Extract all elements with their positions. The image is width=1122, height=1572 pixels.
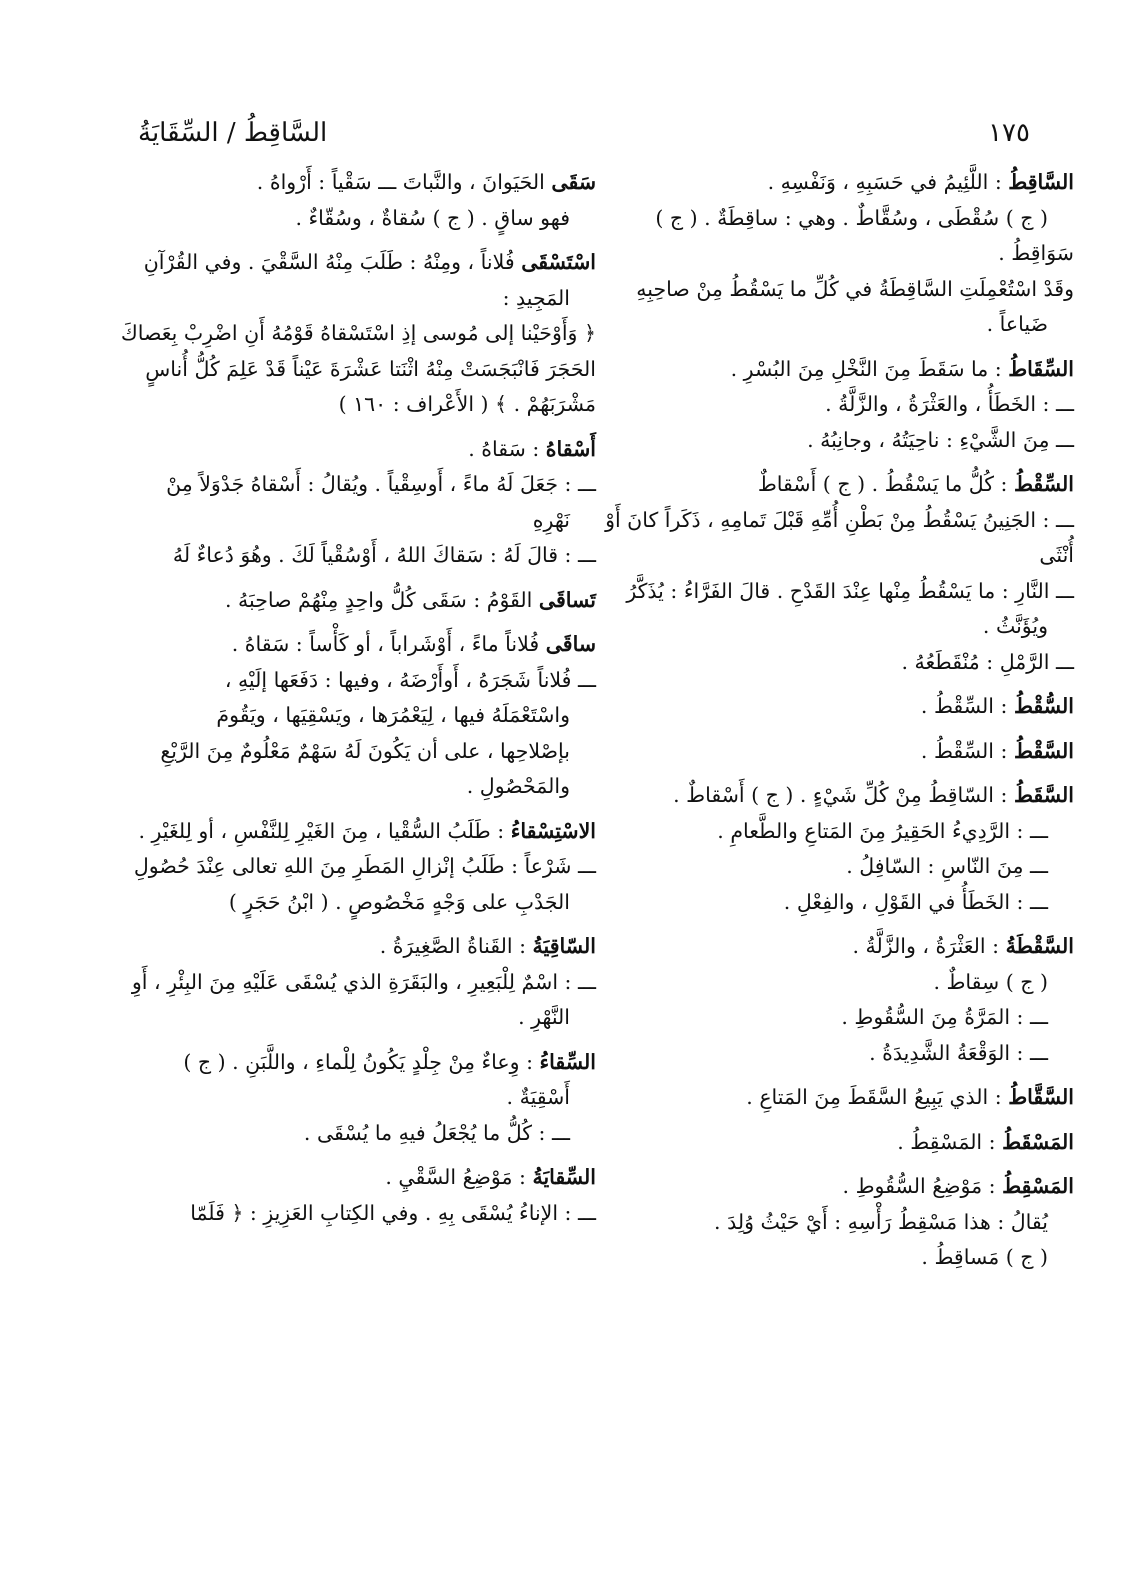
entry-text: : وِعاءٌ مِنْ جِلْدٍ يَكُونُ لِلْماءِ ، واللَّبَنِ . ( ج ) [183, 1049, 540, 1074]
entry-text: القَوْمُ : سَقَى كُلُّ واحِدٍ مِنْهُمْ صاحِبَهُ . [225, 587, 539, 612]
entry-headword: السَّقْطُ [1013, 738, 1074, 763]
entry-text: الحَجَرَ فَانْبَجَسَتْ مِنْهُ اثْنَتا عَشْرَةَ عَيْناً قَدْ عَلِمَ كُلُّ أُناسٍ [145, 356, 596, 381]
entry-definition-line [612, 1169, 1074, 1205]
entry-text: أُنْثَى [1039, 543, 1074, 567]
entry-text: : كُلُّ ما يَسْقُطُ . ( ج ) أَسْقاطٌ [757, 472, 1014, 496]
dictionary-entry [130, 1160, 596, 1231]
entry-text: : طَلَبُ السُّقْيا ، مِنَ الغَيْرِ لِلنَّفْسِ ، أو لِلغَيْرِ . [138, 818, 511, 843]
entry-headword: السَّقَطُ [1013, 783, 1074, 807]
entry-subline [130, 734, 596, 770]
entry-subline [612, 307, 1074, 343]
entry-subline [130, 1116, 596, 1152]
entry-subline [130, 769, 596, 805]
entry-text: ـــ : الإناءُ يُسْقَى بِهِ . وفي الكِتابِ العَزِيزِ : ﴿ فَلَمّا [190, 1200, 596, 1225]
page-number: ١٧٥ [988, 118, 1030, 148]
entry-text: فُلاناً ، ومِنْهُ : طَلَبَ مِنْهُ السَّقْيَ . وفي القُرْآنِ [143, 250, 522, 274]
entry-subline [605, 503, 1074, 539]
entry-text: ـــ فُلاناً شَجَرَهُ ، أَوأَرْضَهُ ، وفيها : دَفَعَها إلَيْهِ ، [224, 667, 596, 692]
dictionary-entry [130, 1045, 596, 1152]
entry-subline [130, 538, 596, 574]
dictionary-entry [612, 165, 1074, 343]
entry-text: الحَيَوانَ ، والنَّباتَ ـــ سَقْياً : أَرْواهُ . [256, 170, 552, 194]
entry-subline [612, 849, 1074, 885]
entry-text: ـــ : الوَقْعَةُ الشَّدِيدَةُ . [869, 1040, 1048, 1065]
entry-subline [130, 849, 596, 885]
left-column [120, 165, 596, 1240]
entry-headword: اسْتَسْقَى [521, 250, 596, 274]
dictionary-entry [612, 734, 1074, 770]
entry-text: : مَوْضِعُ السُّقُوطِ . [842, 1174, 1003, 1198]
entry-subline [130, 1000, 596, 1036]
running-head: السَّاقِطُ / السِّقَايَةُ [138, 118, 328, 148]
entry-headword: أَسْقاهُ [545, 436, 596, 461]
entry-text: ـــ : الرَّدِيءُ الحَقِيرُ مِنَ المَتاعِ والطَّعامِ . [717, 818, 1048, 843]
dictionary-entry [130, 627, 596, 805]
entry-headword: السِّقْطُ [1013, 472, 1074, 496]
entry-text: ( ج ) سُقْطَى ، وسُقَّاطٌ . وهي : ساقِطَةٌ . ( ج ) [655, 205, 1048, 230]
entry-text: ﴿ وَأَوْحَيْنا إلى مُوسى إذِ اسْتَسْقاهُ قَوْمُهُ أَنِ اضْرِبْ بِعَصاكَ [120, 321, 596, 345]
entry-subline [130, 467, 596, 503]
entry-subline [130, 1080, 596, 1116]
entry-text: : السِّقْطُ . [920, 738, 1014, 763]
entry-text: ضَياعاً . [986, 312, 1048, 336]
dictionary-entry [612, 1080, 1074, 1116]
entry-text: ـــ : جَعَلَ لَهُ ماءً ، أَوسِقْياً . ويُقالُ : أَسْقاهُ جَدْوَلاً مِنْ [166, 472, 596, 496]
entry-text: ـــ مِنَ النّاسِ : السّافِلُ . [846, 854, 1048, 878]
entry-subline [612, 387, 1074, 423]
entry-text: : سَقاهُ . [468, 436, 546, 461]
entry-subline [612, 609, 1074, 645]
dictionary-entry [130, 432, 596, 574]
entry-definition-line [612, 1125, 1074, 1161]
entry-text: : العَثْرَةُ ، والزَّلَّةُ . [852, 934, 1006, 958]
entry-subline [612, 1000, 1074, 1036]
entry-headword: المَسْقَطُ [1002, 1129, 1074, 1154]
dictionary-entry [130, 583, 596, 619]
entry-definition-line [612, 1080, 1074, 1116]
entry-definition-line [612, 929, 1074, 965]
entry-definition-line [130, 245, 596, 281]
entry-headword: السَّقْطَةُ [1005, 934, 1074, 958]
entry-headword: السِّقايَةُ [532, 1165, 596, 1189]
entry-definition-line [612, 734, 1074, 770]
entry-subline [130, 352, 596, 388]
page-header [130, 118, 1030, 158]
entry-text: بإصْلاحِها ، على أن يَكُونَ لَهُ سَهْمٌ مَعْلُومٌ مِنَ الرَّيْعِ [160, 738, 570, 763]
dictionary-entry [612, 689, 1074, 725]
entry-definition-line [130, 1045, 596, 1081]
dictionary-entry [130, 929, 596, 1036]
entry-text: ويُؤَنَّثُ . [982, 614, 1048, 638]
entry-text: ـــ : المَرَّةُ مِنَ السُّقُوطِ . [841, 1005, 1048, 1029]
entry-text: : السّاقِطُ مِنْ كُلِّ شَيْءٍ . ( ج ) أَسْقاطٌ . [673, 783, 1014, 807]
entry-subline [612, 1240, 1074, 1276]
dictionary-entry [612, 929, 1074, 1071]
entry-headword: السُّقْطُ [1013, 694, 1074, 718]
entry-headword: السِّقاءُ [539, 1049, 596, 1074]
entry-subline [612, 538, 1074, 574]
entry-text: وقَدْ اسْتُعْمِلَتِ السَّاقِطَةُ في كُلِّ ما يَسْقُطُ مِنْ صاحِبِهِ [636, 276, 1074, 301]
entry-subline [130, 201, 596, 237]
entry-subline [612, 1036, 1074, 1072]
entry-subline [612, 201, 1074, 237]
entry-subline [612, 272, 1074, 308]
entry-text: النَّهْرِ . [518, 1005, 570, 1029]
entry-definition-line [130, 432, 596, 468]
entry-headword: تَساقَى [538, 587, 596, 612]
dictionary-entry [612, 778, 1074, 920]
entry-text: نَهْرِهِ [532, 507, 570, 532]
entry-subline [130, 698, 596, 734]
entry-text: : الذي يَبِيعُ السَّقَطَ مِنَ المَتاعِ . [746, 1085, 1009, 1109]
entry-subline [612, 1205, 1074, 1241]
entry-subline [612, 645, 1074, 681]
entry-text: : القَناةُ الصَّغِيرَةُ . [379, 934, 533, 958]
entry-headword: السَّقَّاطُ [1008, 1085, 1074, 1109]
dictionary-entry [612, 1125, 1074, 1161]
dictionary-entry [612, 352, 1074, 459]
entry-definition-line [130, 929, 596, 965]
entry-headword: السَّاقِطُ [1008, 170, 1074, 194]
entry-text: ـــ النَّارِ : ما يَسْقُطُ مِنْها عِنْدَ القَدْحِ . قالَ الفَرَّاءُ : يُذَكَّرُ [626, 578, 1074, 603]
dictionary-entry [130, 814, 596, 921]
dictionary-entry [130, 165, 596, 236]
entry-definition-line [612, 467, 1074, 503]
entry-text: مَشْرَبَهُمْ . ﴾ ( الأَعْراف : ١٦٠ ) [338, 392, 596, 416]
entry-headword: ساقَى [545, 632, 596, 656]
entry-definition-line [612, 689, 1074, 725]
entry-definition-line [612, 778, 1074, 814]
entry-text: ـــ : كُلُّ ما يُجْعَلُ فيهِ ما يُسْقَى . [303, 1120, 570, 1145]
entry-text: ـــ : اسْمٌ لِلْبَعِيرِ ، والبَقَرَةِ الذي يُسْقَى عَلَيْهِ مِنَ البِئْرِ ، أَوِ [131, 969, 596, 994]
entry-subline [612, 885, 1074, 921]
entry-subline [130, 965, 596, 1001]
entry-subline [612, 814, 1074, 850]
entry-text: ـــ : الخَطَأُ في القَوْلِ ، والفِعْلِ . [783, 889, 1048, 914]
entry-text: : اللَّئِيمُ في حَسَبِهِ ، وَنَفْسِهِ . [767, 170, 1009, 194]
entry-text: : السِّقْطُ . [920, 694, 1014, 718]
entry-headword: السّاقِيَةُ [532, 934, 596, 958]
dictionary-entry [612, 1169, 1074, 1276]
entry-text: ـــ : قالَ لَهُ : سَقاكَ اللهُ ، أَوْسُقْياً لَكَ . وهُوَ دُعاءٌ لَهُ [172, 543, 596, 567]
entry-text: فهو ساقٍ . ( ج ) سُقاةٌ ، وسُقّاءٌ . [295, 205, 570, 230]
entry-text: : مَوْضِعُ السَّقْيِ . [385, 1165, 533, 1189]
entry-text: ( ج ) سِقاطٌ . [933, 969, 1048, 994]
entry-headword: سَقَى [551, 170, 596, 194]
entry-subline [120, 316, 596, 352]
entry-subline [130, 503, 596, 539]
entry-text: : المَسْقِطُ . [897, 1129, 1003, 1154]
dictionary-entry [120, 245, 596, 423]
entry-subline [612, 423, 1074, 459]
entry-headword: الاسْتِسْقاءُ [510, 818, 596, 843]
entry-definition-line [130, 165, 596, 201]
right-column [605, 165, 1074, 1285]
entry-text: الجَدْبِ على وَجْهٍ مَخْصُوصٍ . ( ابْنُ حَجَرٍ ) [228, 889, 570, 914]
entry-subline [130, 663, 596, 699]
entry-subline [612, 965, 1074, 1001]
entry-text: : ما سَقَطَ مِنَ النَّخْلِ مِنَ البُسْرِ . [730, 356, 1009, 381]
entry-text: يُقالُ : هذا مَسْقِطُ رَأْسِهِ : أَيْ حَيْثُ وُلِدَ . [714, 1209, 1048, 1234]
entry-text: ـــ : الجَنِينُ يَسْقُطُ مِنْ بَطْنِ أُمِّهِ قَبْلَ تَمامِهِ ، ذَكَراً كانَ أَوْ [605, 507, 1074, 532]
entry-text: ـــ مِنَ الشَّيْءِ : ناحِيَتُهُ ، وجانِبُهُ . [807, 427, 1074, 452]
entry-subline [130, 885, 596, 921]
entry-text: ( ج ) مَساقِطُ . [921, 1245, 1048, 1269]
entry-text: والمَحْصُولِ . [466, 774, 570, 798]
entry-headword: المَسْقِطُ [1002, 1174, 1074, 1198]
entry-text: ـــ الرَّمْلِ : مُنْقَطَعُهُ . [901, 649, 1074, 674]
entry-text: أَسْقِيَةٌ . [506, 1085, 570, 1109]
entry-subline [130, 1196, 596, 1232]
entry-definition-line [130, 583, 596, 619]
entry-subline [130, 387, 596, 423]
entry-definition-line [612, 352, 1074, 388]
entry-text: سَوَاقِطُ . [998, 241, 1074, 265]
entry-subline [612, 574, 1074, 610]
entry-definition-line [130, 814, 596, 850]
entry-subline [612, 236, 1074, 272]
entry-subline [130, 281, 596, 317]
entry-headword: السِّقَاطُ [1008, 356, 1074, 381]
entry-text: فُلاناً ماءً ، أَوْشَراباً ، أو كَأْساً : سَقاهُ . [231, 632, 546, 656]
entry-definition-line [130, 1160, 596, 1196]
entry-definition-line [130, 627, 596, 663]
entry-text: واسْتَعْمَلَهُ فيها ، لِيَعْمُرَها ، ويَسْقِيَها ، ويَقُومَ [216, 703, 570, 727]
entry-definition-line [612, 165, 1074, 201]
entry-text: ـــ : الخَطَأُ ، والعَثْرَةُ ، والزَّلَّةُ . [825, 392, 1074, 416]
entry-text: ـــ شَرْعاً : طَلَبُ إنْزالِ المَطَرِ مِنَ اللهِ تعالى عِنْدَ حُصُولِ [133, 854, 596, 878]
entry-text: المَجِيدِ : [502, 285, 570, 310]
dictionary-entry [605, 467, 1074, 680]
